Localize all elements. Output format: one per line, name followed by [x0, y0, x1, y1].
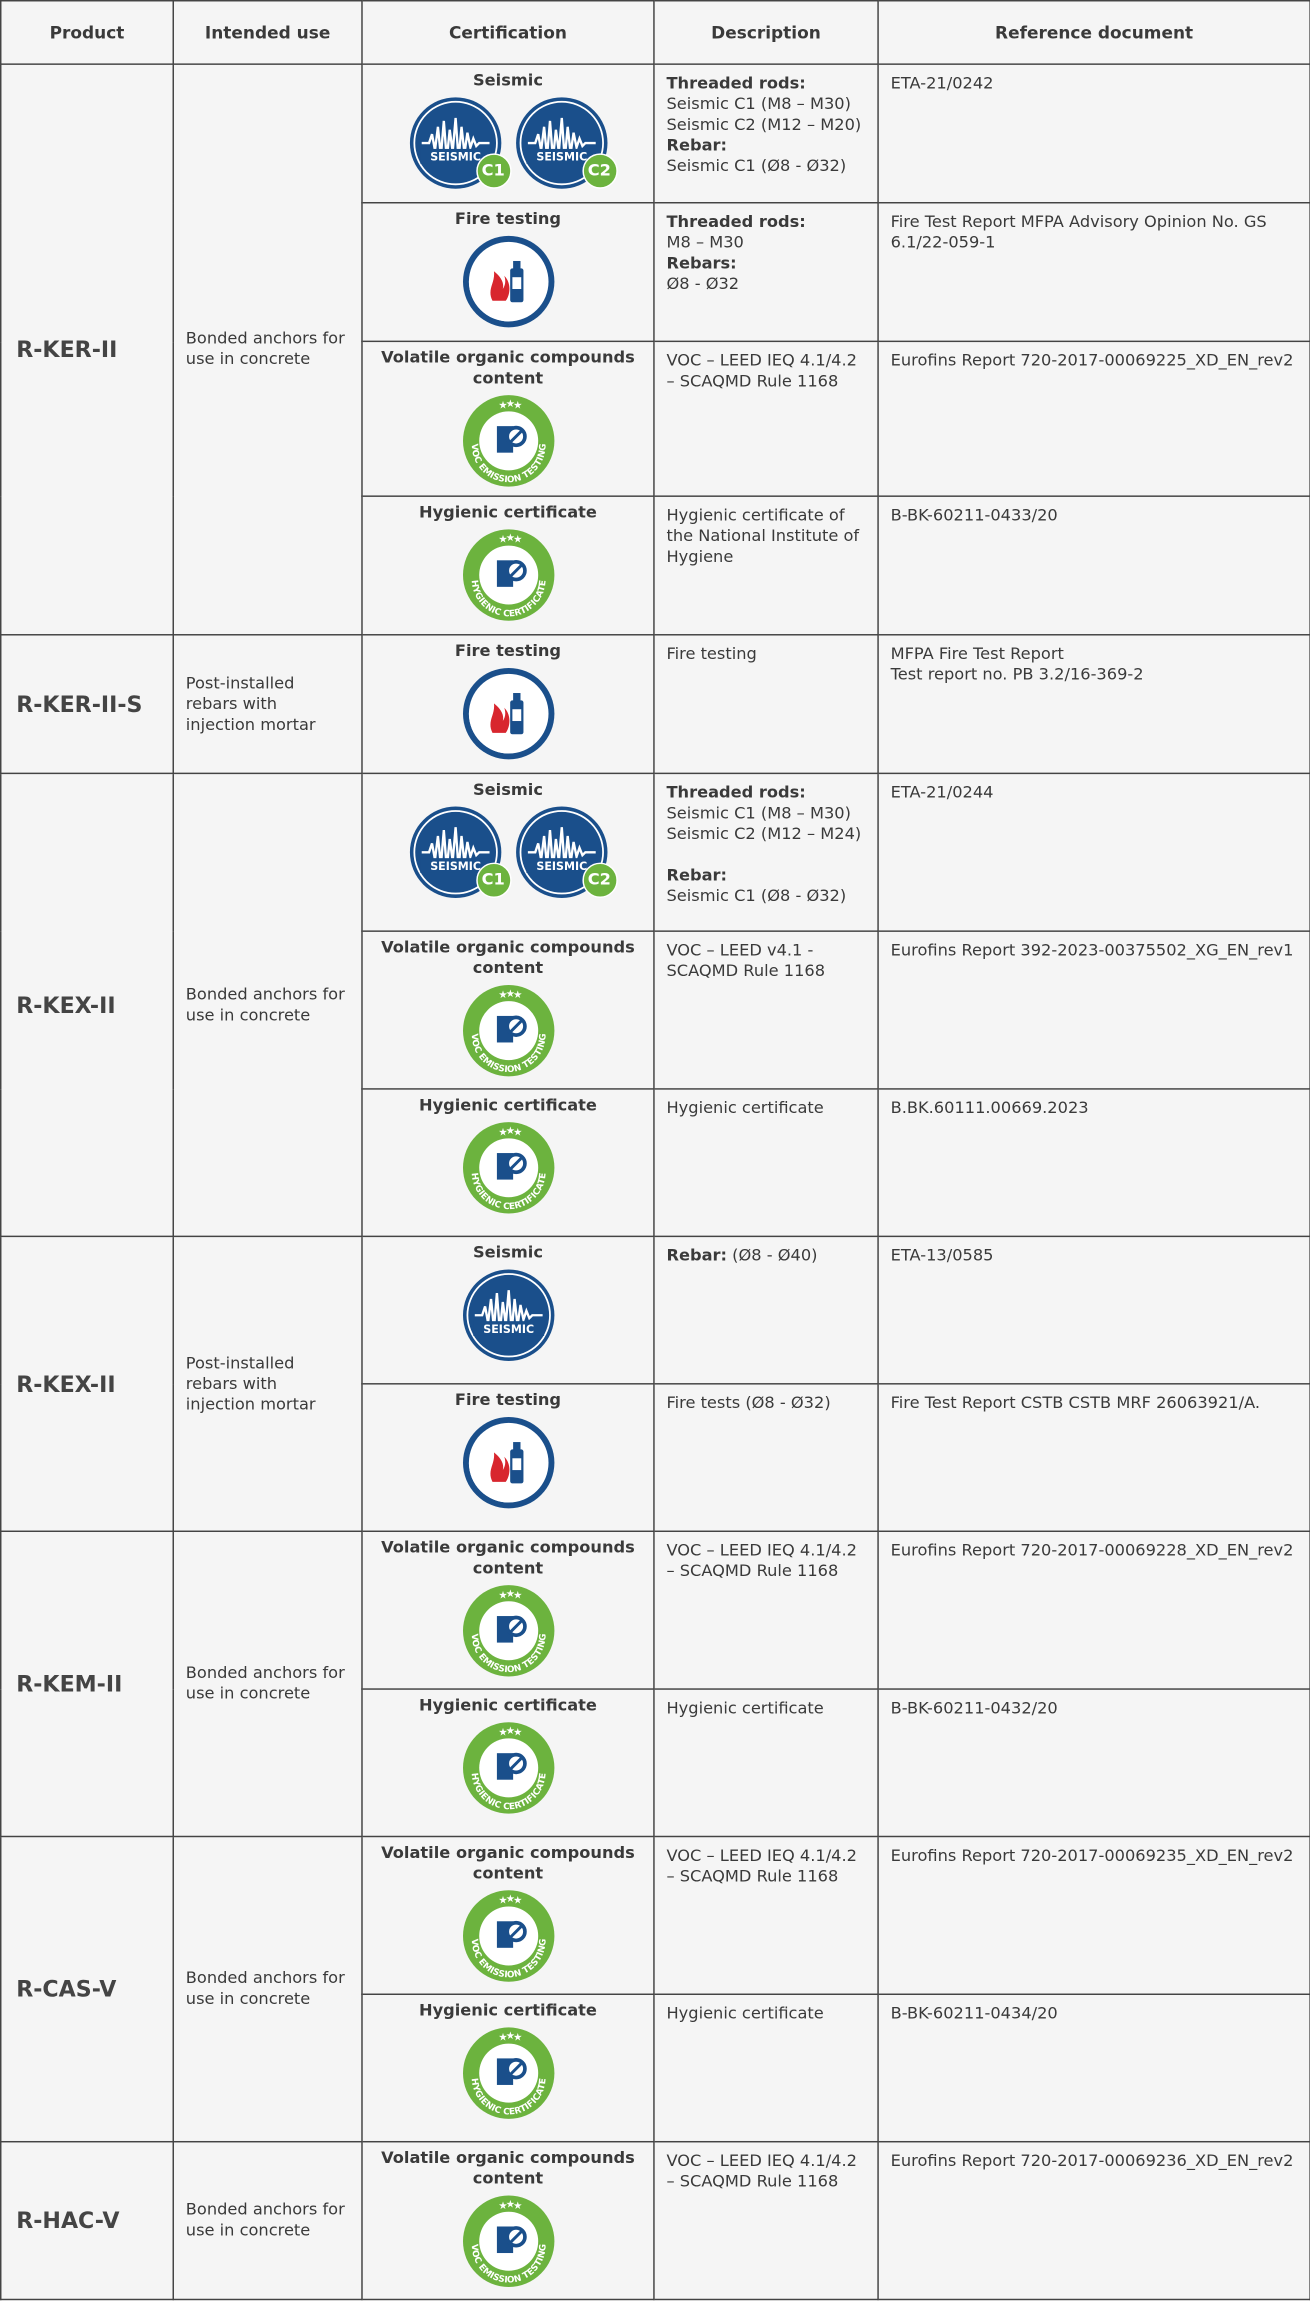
intended-use: Bonded anchors for use in concrete: [173, 1836, 362, 2141]
cert-cell: [362, 1236, 654, 1383]
cert-title: Hygienic certificate: [418, 1095, 597, 1115]
cert-title: Volatile organic compounds content: [381, 937, 635, 978]
reference: [878, 635, 1310, 774]
reference: Eurofins Report 720-2017-00069225_XD_EN_rev2: [878, 341, 1310, 496]
reference: B.BK.60111.00669.2023: [878, 1089, 1310, 1236]
seismic-icon: [459, 1267, 556, 1364]
cert-cell: [362, 2142, 654, 2300]
product-name: R-KEX-II: [1, 773, 174, 1236]
cert-cell: [362, 1836, 654, 1994]
intended-use: Post-installed rebars with injection mortar: [173, 635, 362, 774]
cert-title: Volatile organic compounds content: [381, 1843, 635, 1883]
cert-cell: [362, 341, 654, 496]
desc-line: Ø8 - Ø32: [666, 274, 740, 294]
description: VOC – LEED IEQ 4.1/4.2 – SCAQMD Rule 1168: [654, 2142, 878, 2300]
desc-line: Threaded rods:: [666, 212, 806, 232]
reference: ETA-21/0244: [878, 773, 1310, 931]
intended-use: Bonded anchors for use in concrete: [173, 1531, 362, 1836]
reference: ETA-21/0242: [878, 64, 1310, 203]
seismic-c2-icon: [512, 804, 609, 901]
reference: Fire Test Report MFPA Advisory Opinion No. GS 6.1/22-059-1: [878, 203, 1310, 342]
desc-line: Seismic C1 (M8 – M30): [666, 803, 851, 823]
seismic-c1-icon: [406, 804, 503, 901]
description: [654, 64, 878, 203]
cert-title: Seismic: [472, 780, 543, 800]
header-row: [1, 1, 1310, 64]
table-row: [1, 1531, 1310, 1689]
intended-use: Post-installed rebars with injection mortar: [173, 1236, 362, 1531]
desc-line: Seismic C1 (Ø8 - Ø32): [666, 156, 847, 176]
hygienic-icon: [459, 2024, 556, 2121]
voc-icon: [459, 2193, 556, 2290]
header-product: Product: [1, 1, 174, 64]
desc-line: Seismic C2 (M12 – M20): [666, 115, 862, 135]
ref-line: MFPA Fire Test Report: [890, 644, 1064, 664]
product-name: R-KEX-II: [1, 1236, 174, 1531]
hygienic-icon: [459, 1119, 556, 1216]
header-intended-use: Intended use: [173, 1, 362, 64]
voc-icon: [459, 1582, 556, 1679]
header-reference: Reference document: [878, 1, 1310, 64]
desc-line: Seismic C1 (M8 – M30): [666, 94, 851, 114]
cert-title: Volatile organic compounds content: [381, 347, 635, 388]
reference: ETA-13/0585: [878, 1236, 1310, 1383]
desc-line: Rebar:: [666, 135, 728, 155]
cert-cell: [362, 1384, 654, 1531]
cert-title: Fire testing: [454, 1390, 562, 1410]
cert-cell: [362, 773, 654, 931]
cert-cell: [362, 64, 654, 203]
reference: B-BK-60211-0433/20: [878, 496, 1310, 635]
ref-line: Test report no. PB 3.2/16-369-2: [890, 664, 1144, 685]
cert-title: Seismic: [472, 1243, 543, 1263]
desc-line: Seismic C1 (Ø8 - Ø32): [666, 886, 847, 906]
header-certification: Certification: [362, 1, 654, 64]
cert-title: Seismic: [472, 70, 543, 90]
reference: Eurofins Report 720-2017-00069228_XD_EN_rev2: [878, 1531, 1310, 1689]
desc-line: M8 – M30: [666, 232, 744, 253]
cert-cell: [362, 1689, 654, 1836]
hygienic-icon: [459, 526, 556, 623]
product-name: R-HAC-V: [1, 2142, 174, 2300]
description: [654, 203, 878, 342]
description: Hygienic certificate: [654, 1994, 878, 2141]
table-row: [1, 1836, 1310, 1994]
fire-icon: [459, 233, 556, 330]
cert-cell: [362, 931, 654, 1089]
cert-cell: [362, 203, 654, 342]
description: Fire tests (Ø8 - Ø32): [654, 1384, 878, 1531]
desc-line: Threaded rods:: [666, 782, 806, 803]
product-name: R-CAS-V: [1, 1836, 174, 2141]
voc-icon: [459, 1887, 556, 1984]
cert-title: Hygienic certificate: [418, 502, 597, 522]
voc-icon: [459, 392, 556, 489]
description: [654, 773, 878, 931]
description: VOC – LEED IEQ 4.1/4.2 – SCAQMD Rule 1168: [654, 1836, 878, 1994]
header-description: Description: [654, 1, 878, 64]
cert-cell: [362, 635, 654, 774]
cert-cell: [362, 496, 654, 635]
c1-label: C1: [476, 153, 511, 188]
reference: Eurofins Report 392-2023-00375502_XG_EN_rev1: [878, 931, 1310, 1089]
seismic-c2-icon: [512, 94, 609, 191]
description: VOC – LEED v4.1 - SCAQMD Rule 1168: [654, 931, 878, 1089]
description: Hygienic certificate: [654, 1089, 878, 1236]
cert-title: Hygienic certificate: [418, 1695, 597, 1715]
cert-cell: [362, 1994, 654, 2141]
seismic-c1-icon: [406, 94, 503, 191]
reference: B-BK-60211-0432/20: [878, 1689, 1310, 1836]
cert-title: Volatile organic compounds content: [381, 2148, 635, 2189]
intended-use: Bonded anchors for use in concrete: [173, 64, 362, 635]
intended-use: Bonded anchors for use in concrete: [173, 773, 362, 1236]
product-name: R-KER-II-S: [1, 635, 174, 774]
description: Hygienic certificate of the National Institute of Hygiene: [654, 496, 878, 635]
table-row: [1, 64, 1310, 203]
fire-icon: [459, 665, 556, 762]
cert-title: Fire testing: [454, 641, 562, 661]
reference: Fire Test Report CSTB CSTB MRF 26063921/A.: [878, 1384, 1310, 1531]
reference: Eurofins Report 720-2017-00069236_XD_EN_rev2: [878, 2142, 1310, 2300]
c2-label: C2: [582, 153, 617, 188]
desc-line: Rebars:: [666, 253, 737, 273]
description: Hygienic certificate: [654, 1689, 878, 1836]
intended-use: Bonded anchors for use in concrete: [173, 2142, 362, 2300]
description: VOC – LEED IEQ 4.1/4.2 – SCAQMD Rule 1168: [654, 1531, 878, 1689]
desc-bold: Rebar:: [666, 1245, 728, 1266]
hygienic-icon: [459, 1719, 556, 1816]
fire-icon: [459, 1414, 556, 1511]
desc-rest: (Ø8 - Ø40): [727, 1245, 818, 1266]
description: Fire testing: [654, 635, 878, 774]
description: VOC – LEED IEQ 4.1/4.2 – SCAQMD Rule 1168: [654, 341, 878, 496]
table-row: [1, 1236, 1310, 1383]
cert-cell: [362, 1089, 654, 1236]
voc-icon: [459, 982, 556, 1079]
c2-label: C2: [582, 863, 617, 898]
desc-line: Threaded rods:: [666, 73, 806, 93]
cert-title: Fire testing: [454, 209, 562, 229]
cert-title: Hygienic certificate: [418, 2000, 597, 2021]
cert-cell: [362, 1531, 654, 1689]
description: [654, 1236, 878, 1383]
desc-line: Seismic C2 (M12 – M24): [666, 824, 862, 844]
desc-line: Rebar:: [666, 865, 728, 885]
c1-label: C1: [476, 863, 511, 898]
cert-title: Volatile organic compounds content: [381, 1537, 635, 1578]
table-row: [1, 635, 1310, 774]
product-name: R-KEM-II: [1, 1531, 174, 1836]
product-name: R-KER-II: [1, 64, 174, 635]
reference: Eurofins Report 720-2017-00069235_XD_EN_rev2: [878, 1836, 1310, 1994]
table-row: [1, 2142, 1310, 2300]
table-row: [1, 773, 1310, 931]
reference: B-BK-60211-0434/20: [878, 1994, 1310, 2141]
